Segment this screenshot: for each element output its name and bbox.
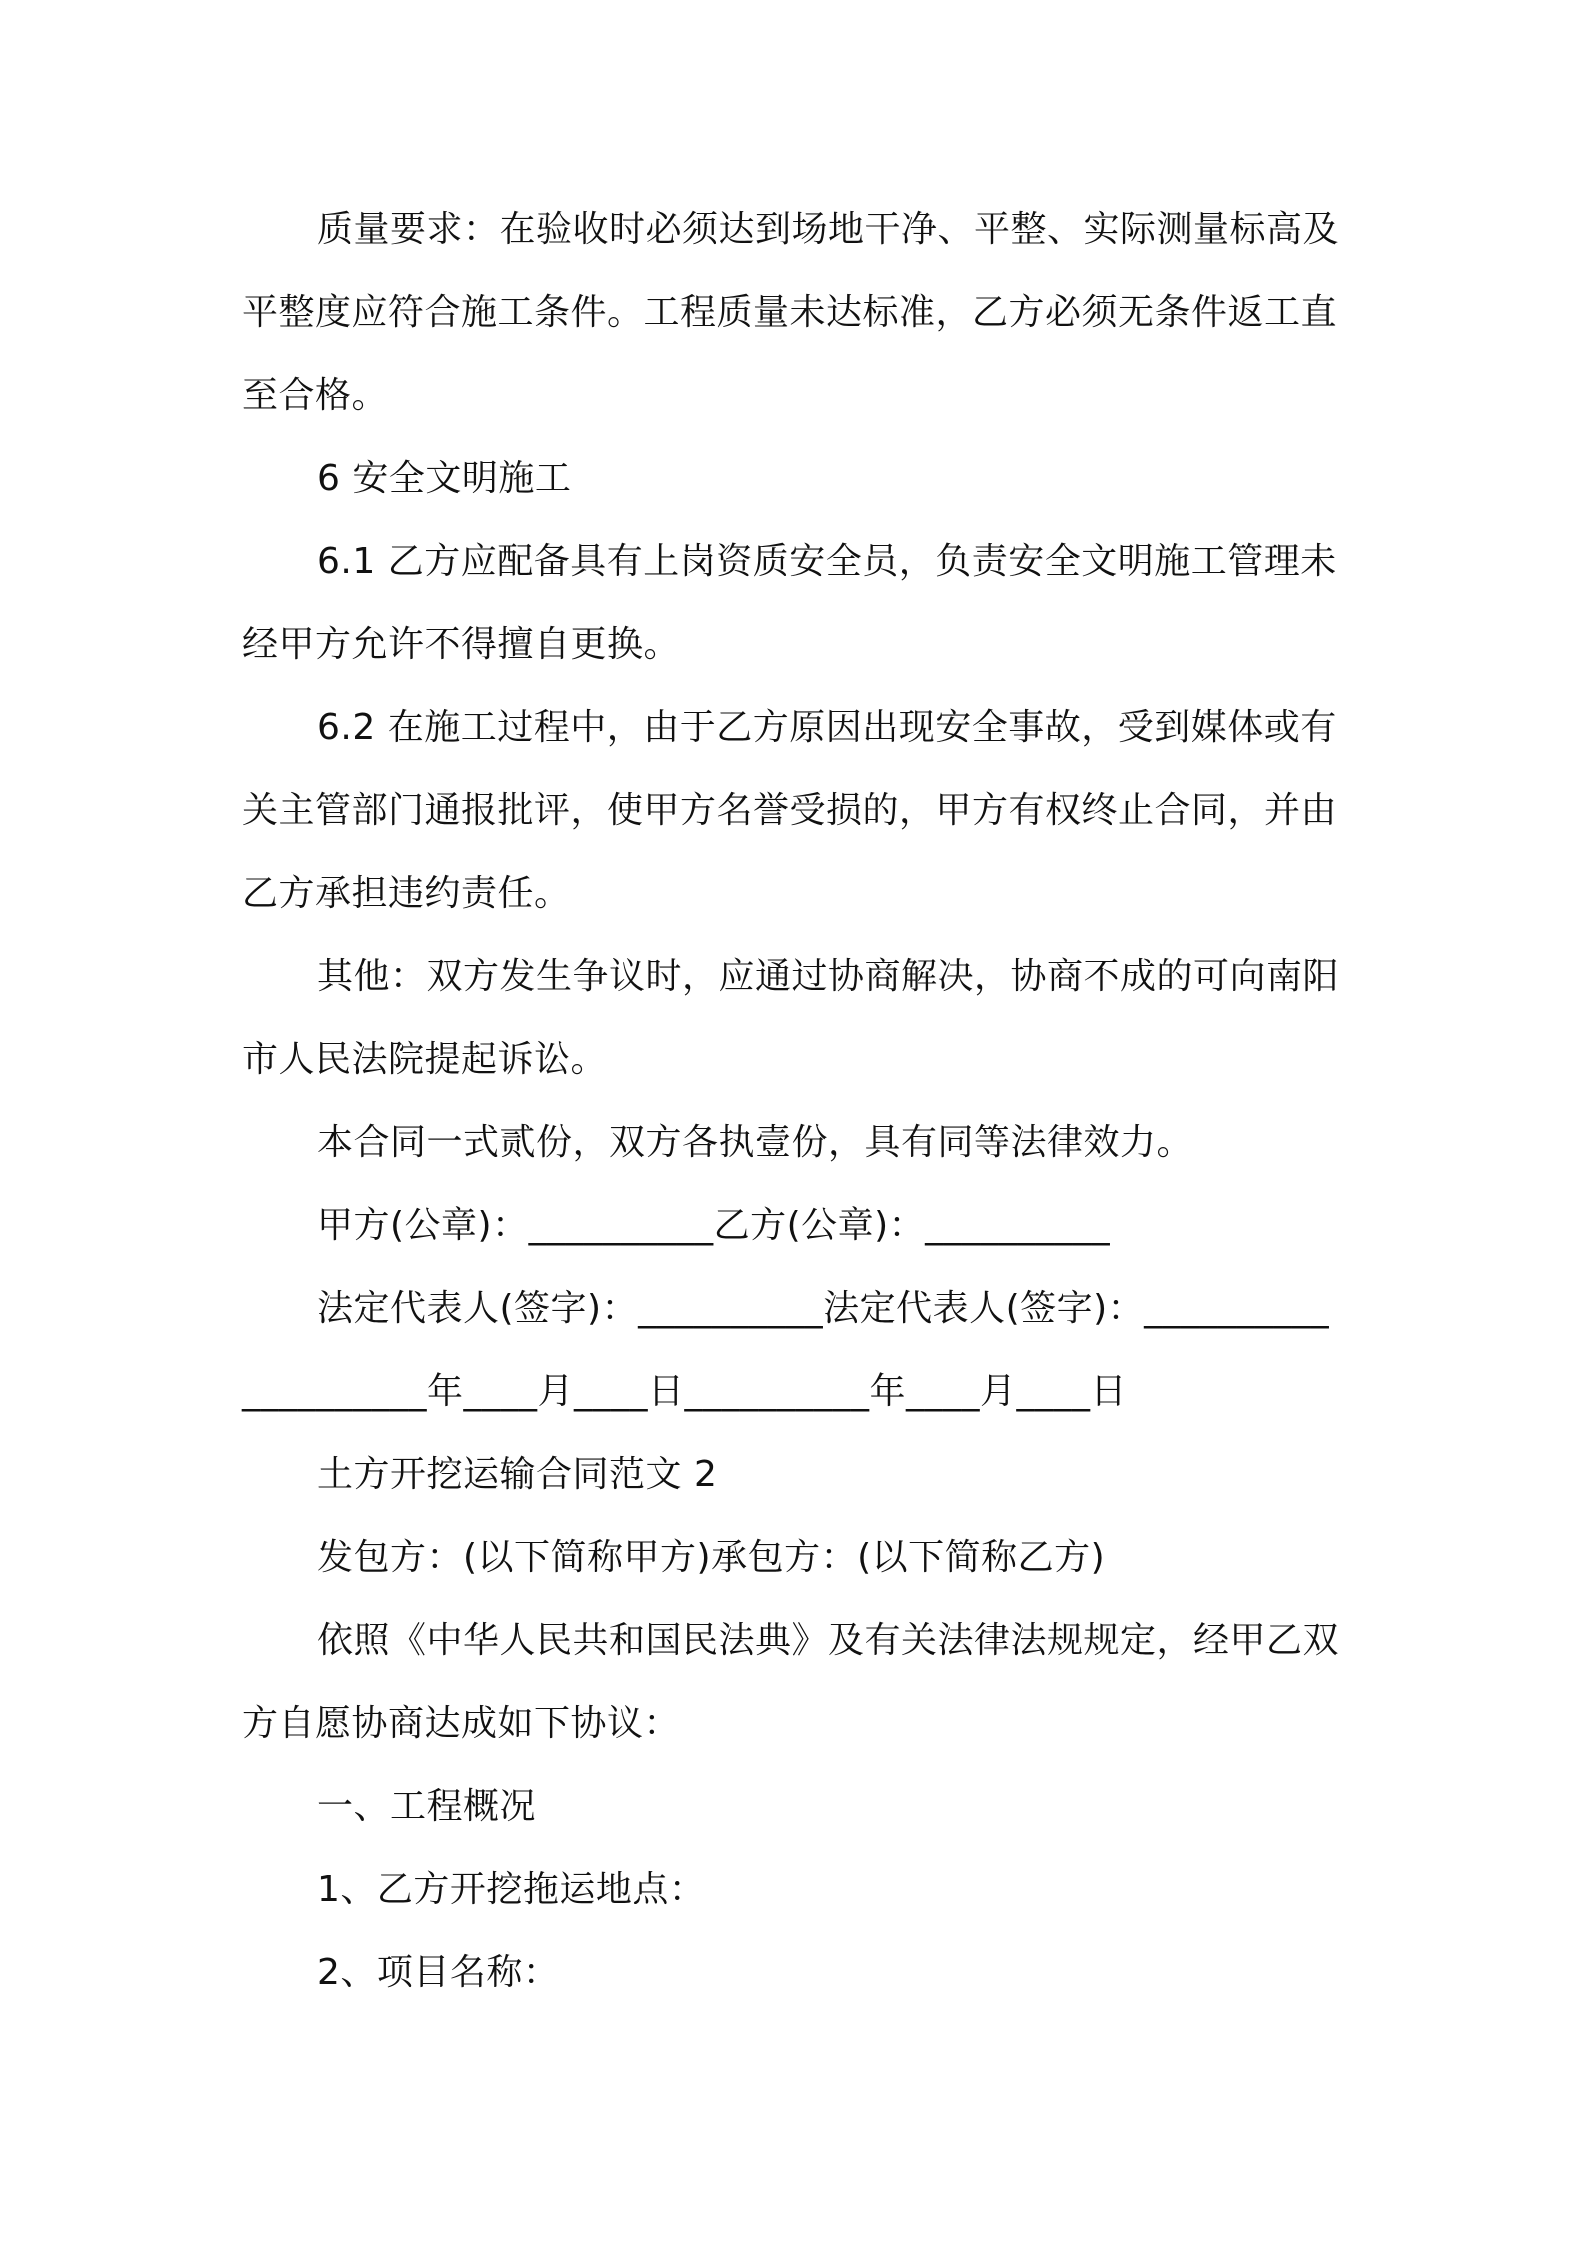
section-heading-project-overview: 一、工程概况 <box>317 1786 537 1827</box>
other-clause-line-1: 其他：双方发生争议时，应通过协商解决，协商不成的可向南阳 <box>317 956 1340 997</box>
legal-basis-line-1: 依照《中华人民共和国民法典》及有关法律法规规定，经甲乙双 <box>317 1620 1340 1661</box>
sample-contract-title: 土方开挖运输合同范文 2 <box>317 1454 718 1495</box>
other-clause-line-2: 市人民法院提起诉讼。 <box>242 1039 608 1080</box>
quality-requirement-line-1: 质量要求：在验收时必须达到场地干净、平整、实际测量标高及 <box>317 209 1340 250</box>
clause-6-2-line-1: 6.2 在施工过程中，由于乙方原因出现安全事故，受到媒体或有 <box>317 707 1337 748</box>
item-1-location: 1、乙方开挖拖运地点： <box>317 1869 706 1910</box>
quality-requirement-line-3: 至合格。 <box>242 375 389 416</box>
parties-line: 发包方：(以下简称甲方)承包方：(以下简称乙方) <box>317 1537 1106 1578</box>
clause-6-2-line-3: 乙方承担违约责任。 <box>242 873 571 914</box>
item-2-project-name: 2、项目名称： <box>317 1952 560 1993</box>
clause-6-1-line-1: 6.1 乙方应配备具有上岗资质安全员，负责安全文明施工管理未 <box>317 541 1337 582</box>
clause-6-1-line-2: 经甲方允许不得擅自更换。 <box>242 624 681 665</box>
representative-signature-line: 法定代表人(签字)：__________法定代表人(签字)：__________ <box>317 1288 1330 1329</box>
legal-basis-line-2: 方自愿协商达成如下协议： <box>242 1703 681 1744</box>
copies-clause: 本合同一式贰份，双方各执壹份，具有同等法律效力。 <box>317 1122 1194 1163</box>
clause-6-2-line-2: 关主管部门通报批评，使甲方名誉受损的，甲方有权终止合同，并由 <box>242 790 1338 831</box>
date-line: __________年____月____日__________年____月____日 <box>242 1371 1127 1412</box>
section-heading-safety: 6 安全文明施工 <box>317 458 572 499</box>
seal-signature-line: 甲方(公章)：__________乙方(公章)：__________ <box>317 1205 1111 1246</box>
quality-requirement-line-2: 平整度应符合施工条件。工程质量未达标准，乙方必须无条件返工直 <box>242 292 1338 333</box>
